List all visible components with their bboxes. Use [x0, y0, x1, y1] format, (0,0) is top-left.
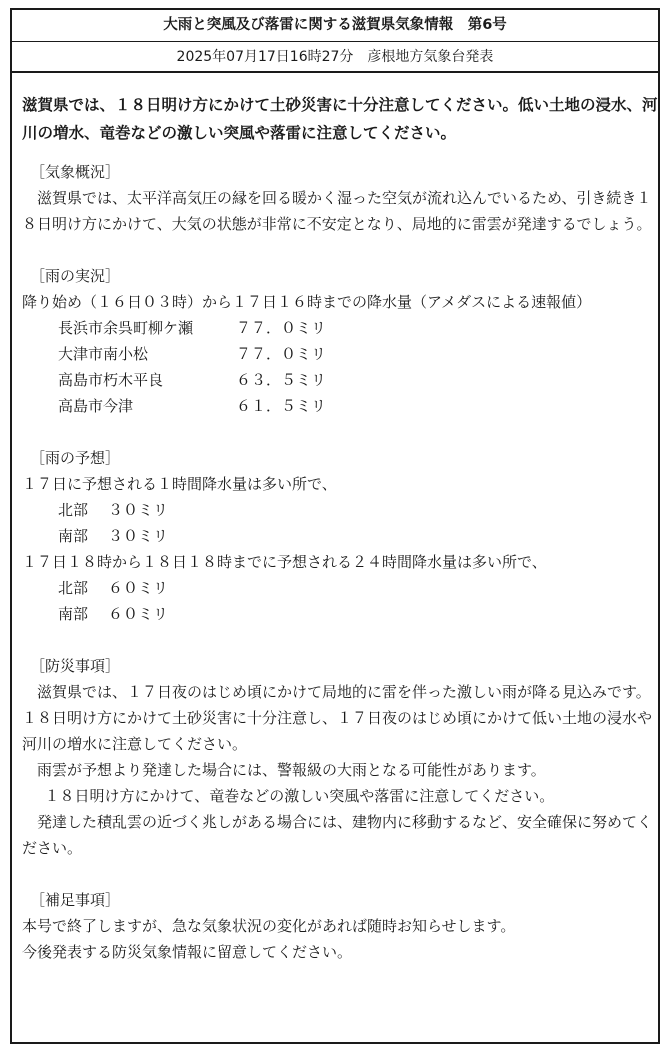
rain-forecast-intro-1h: １７日に予想される１時間降水量は多い所で、 [22, 475, 337, 493]
forecast-area: 南部 [58, 605, 89, 623]
station-amount: ７７．０ミリ [236, 319, 327, 337]
supplement-line: 今後発表する防災気象情報に留意してください。 [22, 943, 353, 961]
bulletin-title: 大雨と突風及び落雷に関する滋賀県気象情報 第6号 [12, 10, 658, 42]
disaster-paragraph: 発達した積乱雲の近づく兆しがある場合には、建物内に移動するなど、安全確保に努めてください。 [22, 813, 653, 857]
forecast-amount: ６０ミリ [108, 579, 169, 597]
rain-actual-row [22, 315, 658, 341]
rain-forecast-heading: ［雨の予想］ [30, 449, 121, 467]
station-name: 高島市今津 [58, 397, 134, 415]
disaster-paragraph: １８日明け方にかけて、竜巻などの激しい突風や落雷に注意してください。 [44, 787, 555, 805]
forecast-row [22, 523, 658, 549]
station-name: 高島市朽木平良 [58, 371, 164, 389]
disaster-paragraph: 雨雲が予想より発達した場合には、警報級の大雨となる可能性があります。 [37, 761, 546, 779]
rain-actual-row [22, 341, 658, 367]
forecast-amount: ３０ミリ [108, 501, 169, 519]
forecast-row [22, 601, 658, 627]
rain-actual-row [22, 393, 658, 419]
overview-heading: ［気象概況］ [30, 163, 121, 181]
forecast-area: 北部 [58, 579, 89, 597]
forecast-amount: ６０ミリ [108, 605, 169, 623]
bulletin-headline: 滋賀県では、１８日明け方にかけて土砂災害に十分注意してください。低い土地の浸水、河川の増水、竜巻などの激しい突風や落雷に注意してください。 [22, 96, 658, 142]
station-name: 長浜市余呉町柳ケ瀬 [58, 319, 194, 337]
forecast-area: 北部 [58, 501, 89, 519]
rain-actual-intro: 降り始め（１６日０３時）から１７日１６時までの降水量（アメダスによる速報値） [22, 293, 592, 311]
rain-forecast-intro-24h: １７日１８時から１８日１８時までに予想される２４時間降水量は多い所で、 [22, 553, 547, 571]
bulletin-issued: 2025年07月17日16時27分 彦根地方気象台発表 [12, 42, 658, 73]
station-amount: ７７．０ミリ [236, 345, 327, 363]
station-amount: ６１．５ミリ [236, 397, 327, 415]
forecast-row [22, 497, 658, 523]
station-amount: ６３．５ミリ [236, 371, 327, 389]
bulletin-body [12, 91, 658, 965]
supplement-heading: ［補足事項］ [30, 891, 121, 909]
station-name: 大津市南小松 [58, 345, 149, 363]
forecast-area: 南部 [58, 527, 89, 545]
rain-actual-heading: ［雨の実況］ [30, 267, 121, 285]
disaster-heading: ［防災事項］ [30, 657, 121, 675]
bulletin-frame [10, 8, 660, 1044]
forecast-row [22, 575, 658, 601]
overview-text: 滋賀県では、太平洋高気圧の縁を回る暖かく湿った空気が流れ込んでいるため、引き続き１８日明け方にかけて、大気の状態が非常に不安定となり、局地的に雷雲が発達するでしょう。 [22, 189, 652, 233]
disaster-paragraph: 滋賀県では、１７日夜のはじめ頃にかけて局地的に雷を伴った激しい雨が降る見込みです。１８日明け方にかけて土砂災害に十分注意し、１７日夜のはじめ頃にかけて低い土地の浸水や河川の増水に注意してください。 [22, 683, 653, 753]
supplement-line: 本号で終了しますが、急な気象状況の変化があれば随時お知らせします。 [22, 917, 516, 935]
rain-actual-row [22, 367, 658, 393]
forecast-amount: ３０ミリ [108, 527, 169, 545]
